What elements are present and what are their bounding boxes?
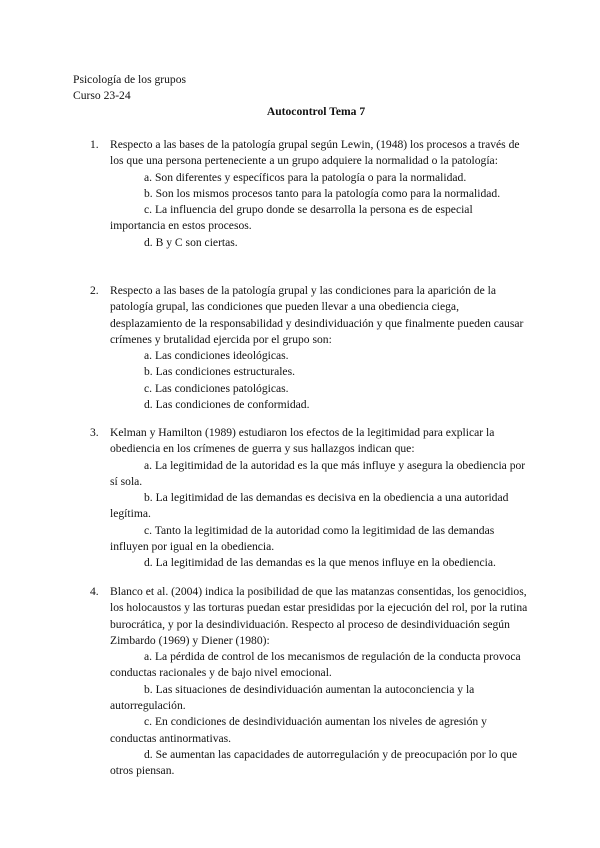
course-line: Curso 23-24: [73, 89, 131, 102]
option-a: a. Son diferentes y específicos para la patología o para la normalidad.: [144, 170, 467, 184]
question-2: [90, 283, 530, 413]
question-text: Respecto a las bases de la patología grupal y las condiciones para la aparición de la patología grupal, las condiciones que pueden llevar a una obediencia ciega, desplazamiento de la responsabilidad y desindividuación y que finalmente pueden causar crímenes y brutalidad ejercida por el grupo son:: [110, 284, 524, 346]
option-a: a. La pérdida de control de los mecanismos de regulación de la conducta provoca conductas racionales y de bajo nivel emocional.: [110, 650, 521, 680]
question-text: Blanco et al. (2004) indica la posibilidad de que las matanzas consentidas, los genocidios, los holocaustos y las torturas puedan estar presididas por la ejecución del rol, por la rutina burocrática, y por la desindividuación. Respecto al proceso de desindividuación según Zimbardo (1969) y Diener (1980):: [110, 585, 528, 647]
question-text: Kelman y Hamilton (1989) estudiaron los efectos de la legitimidad para explicar la obediencia en los crímenes de guerra y sus hallazgos indican que:: [110, 426, 495, 456]
subject-line: Psicología de los grupos: [73, 73, 187, 86]
document-title: Autocontrol Tema 7: [266, 105, 366, 118]
question-1: [90, 137, 530, 251]
option-b: b. La legitimidad de las demandas es decisiva en la obediencia a una autoridad legítima.: [110, 491, 509, 521]
option-c: c. En condiciones de desindividuación aumentan los niveles de agresión y conductas antinormativas.: [110, 715, 487, 745]
question-number: 4.: [90, 585, 99, 598]
option-b: b. Son los mismos procesos tanto para la patología como para la normalidad.: [144, 186, 501, 200]
option-b: b. Las situaciones de desindividuación aumentan la autoconciencia y la autorregulación.: [110, 682, 475, 713]
question-number: 1.: [90, 138, 99, 151]
option-d: d. Las condiciones de conformidad.: [144, 398, 310, 412]
option-c: c. Las condiciones patológicas.: [144, 381, 289, 395]
option-d: d. B y C son ciertas.: [144, 235, 238, 249]
option-d: d. Se aumentan las capacidades de autorregulación y de preocupación por lo que otros piensan.: [110, 747, 518, 778]
option-a: a. La legitimidad de la autoridad es la que más influye y asegura la obediencia por sí sola.: [110, 458, 526, 488]
option-c: c. Tanto la legitimidad de la autoridad como la legitimidad de las demandas influyen por igual en la obediencia.: [110, 523, 495, 554]
question-3: [90, 425, 530, 572]
option-d: d. La legitimidad de las demandas es la que menos influye en la obediencia.: [144, 556, 496, 570]
question-text: Respecto a las bases de la patología grupal según Lewin, (1948) los procesos a través de los que una persona perteneciente a un grupo adquiere la normalidad o la patología:: [110, 138, 520, 168]
option-b: b. Las condiciones estructurales.: [144, 365, 295, 379]
question-number: 2.: [90, 284, 99, 297]
question-number: 3.: [90, 426, 99, 439]
option-c: c. La influencia del grupo donde se desarrolla la persona es de especial importancia en estos procesos.: [110, 203, 473, 233]
option-a: a. Las condiciones ideológicas.: [144, 349, 289, 363]
question-4: [90, 584, 530, 780]
